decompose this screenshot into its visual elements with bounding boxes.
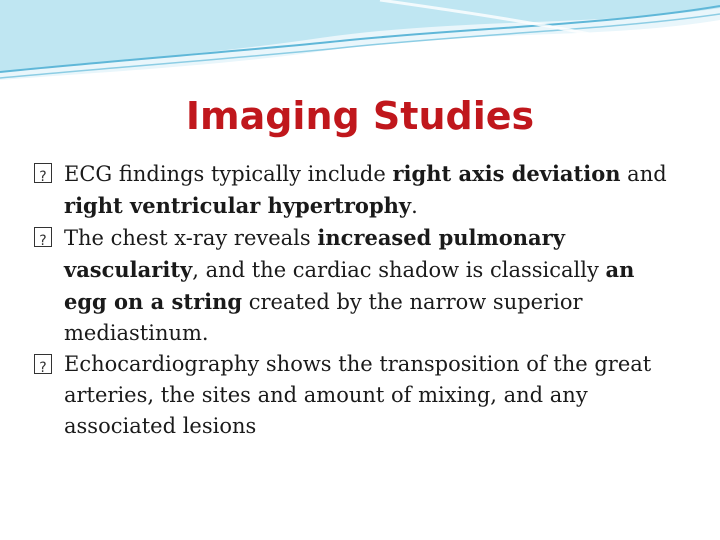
slide-content [34, 158, 684, 442]
highlight-text: right ventricular hypertrophy [64, 193, 412, 218]
slide-title: Imaging Studies [185, 94, 535, 138]
missing-glyph-icon [34, 354, 52, 374]
bullet-text: ECG findings typically include right axis deviation and right ventricular hypertrophy. [64, 161, 667, 218]
highlight-text: right axis deviation [392, 161, 621, 186]
bullet-text: The chest x-ray reveals increased pulmonary vascularity, and the cardiac shadow is classically an egg on a string created by the narrow superior mediastinum. [64, 225, 635, 345]
highlight-text: increased pulmonary vascularity [64, 225, 565, 282]
header-wave-decoration [0, 0, 720, 90]
bullet-text: Echocardiography shows the transposition of the great arteries, the sites and amount of mixing, and any associated lesions [64, 352, 652, 438]
bullet-item [34, 158, 684, 222]
bullet-item [34, 222, 684, 349]
bullet-item [34, 349, 684, 442]
missing-glyph-icon [34, 227, 52, 247]
highlight-text: an egg on a string [64, 257, 635, 314]
missing-glyph-icon [34, 163, 52, 183]
